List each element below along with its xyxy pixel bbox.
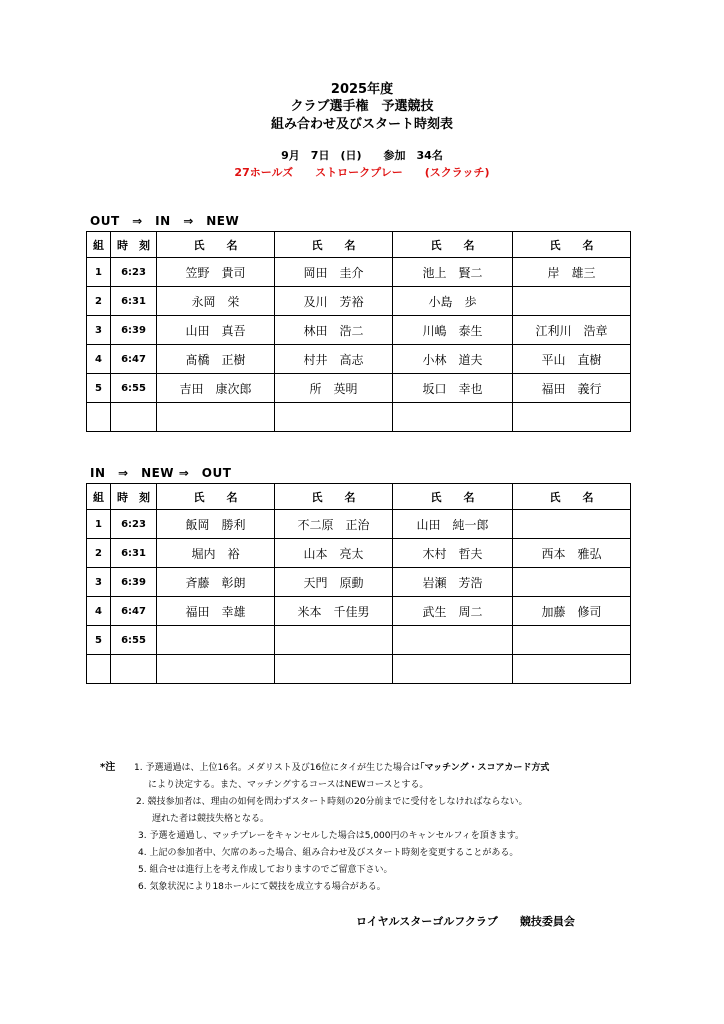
column-header: 氏 名 bbox=[393, 232, 513, 258]
player-name: 加藤 修司 bbox=[513, 597, 631, 626]
player-name: 髙橋 正樹 bbox=[157, 345, 275, 374]
start-time: 6:39 bbox=[111, 316, 157, 345]
player-name: 吉田 康次郎 bbox=[157, 374, 275, 403]
player-name: 平山 直樹 bbox=[513, 345, 631, 374]
player-name: 岸 雄三 bbox=[513, 258, 631, 287]
table-header-row bbox=[87, 232, 631, 258]
group-number: 5 bbox=[87, 374, 111, 403]
player-name bbox=[157, 655, 275, 684]
group-number: 1 bbox=[87, 258, 111, 287]
player-name: 斉藤 彰朗 bbox=[157, 568, 275, 597]
document-title: クラブ選手権 予選競技 bbox=[290, 99, 434, 114]
player-name bbox=[157, 403, 275, 432]
player-name: 川嶋 泰生 bbox=[393, 316, 513, 345]
start-time: 6:55 bbox=[111, 374, 157, 403]
player-name: 岡田 圭介 bbox=[275, 258, 393, 287]
course-order-2: IN ⇒ NEW ⇒ OUT bbox=[90, 466, 232, 480]
player-name bbox=[513, 655, 631, 684]
player-name bbox=[513, 510, 631, 539]
player-name: 江利川 浩章 bbox=[513, 316, 631, 345]
column-header: 氏 名 bbox=[157, 484, 275, 510]
group-number: 4 bbox=[87, 597, 111, 626]
group-number: 1 bbox=[87, 510, 111, 539]
column-header: 時 刻 bbox=[111, 484, 157, 510]
player-name: 福田 義行 bbox=[513, 374, 631, 403]
group-number bbox=[87, 403, 111, 432]
start-time: 6:39 bbox=[111, 568, 157, 597]
player-name: 小島 歩 bbox=[393, 287, 513, 316]
player-name: 永岡 栄 bbox=[157, 287, 275, 316]
document-year: 2025年度 bbox=[330, 82, 394, 97]
pairing-table-1 bbox=[86, 231, 631, 432]
group-number bbox=[87, 655, 111, 684]
player-name bbox=[393, 403, 513, 432]
player-name bbox=[275, 403, 393, 432]
column-header: 時 刻 bbox=[111, 232, 157, 258]
player-name: 西本 雅弘 bbox=[513, 539, 631, 568]
course-order-1: OUT ⇒ IN ⇒ NEW bbox=[90, 214, 240, 228]
player-name bbox=[513, 568, 631, 597]
player-name: 小林 道夫 bbox=[393, 345, 513, 374]
player-name: 福田 幸雄 bbox=[157, 597, 275, 626]
player-name: 林田 浩二 bbox=[275, 316, 393, 345]
start-time: 6:31 bbox=[111, 539, 157, 568]
table-row bbox=[87, 345, 631, 374]
note-3: 3. 予選を通過し、マッチプレーをキャンセルした場合は5,000円のキャンセルフィを頂きます。 bbox=[138, 831, 525, 841]
start-time bbox=[111, 655, 157, 684]
player-name: 村井 高志 bbox=[275, 345, 393, 374]
player-name bbox=[513, 403, 631, 432]
player-name: 山本 亮太 bbox=[275, 539, 393, 568]
column-header: 氏 名 bbox=[513, 484, 631, 510]
table-row bbox=[87, 316, 631, 345]
start-time: 6:31 bbox=[111, 287, 157, 316]
note-2-line-2: 遅れた者は競技失格となる。 bbox=[152, 814, 270, 824]
column-header: 氏 名 bbox=[275, 484, 393, 510]
organizer-signature: ロイヤルスターゴルフクラブ 競技委員会 bbox=[356, 915, 575, 928]
column-header: 氏 名 bbox=[275, 232, 393, 258]
column-header: 氏 名 bbox=[513, 232, 631, 258]
table-row bbox=[87, 510, 631, 539]
player-name: 山田 純一郎 bbox=[393, 510, 513, 539]
table-row bbox=[87, 287, 631, 316]
note-2-line-1: 2. 競技参加者は、理由の如何を問わずスタート時刻の20分前までに受付をしなければならない。 bbox=[136, 797, 528, 807]
player-name bbox=[393, 655, 513, 684]
note-1-line-1 bbox=[134, 760, 549, 777]
note-1-text: 1. 予選通過は、上位16名。メダリスト及び16位にタイが生じた場合は bbox=[134, 763, 420, 773]
column-header: 氏 名 bbox=[393, 484, 513, 510]
group-number: 2 bbox=[87, 287, 111, 316]
player-name bbox=[275, 626, 393, 655]
start-time: 6:23 bbox=[111, 258, 157, 287]
player-name: 坂口 幸也 bbox=[393, 374, 513, 403]
table-row bbox=[87, 374, 631, 403]
group-number: 4 bbox=[87, 345, 111, 374]
player-name: 所 英明 bbox=[275, 374, 393, 403]
document-subtitle: 組み合わせ及びスタート時刻表 bbox=[270, 117, 453, 132]
note-1-line-2: により決定する。また、マッチングするコースはNEWコースとする。 bbox=[148, 780, 429, 790]
player-name bbox=[513, 626, 631, 655]
table-row bbox=[87, 626, 631, 655]
competition-format-line: 27ホールズ ストロークプレー (スクラッチ) bbox=[234, 166, 490, 179]
player-name: 堀内 裕 bbox=[157, 539, 275, 568]
date-participants-line: 9月 7日 (日) 参加 34名 bbox=[281, 149, 443, 162]
note-1-emphasis: ｢マッチング・スコアカード方式 bbox=[420, 763, 550, 773]
player-name: 池上 賢二 bbox=[393, 258, 513, 287]
group-number: 2 bbox=[87, 539, 111, 568]
player-name: 不二原 正治 bbox=[275, 510, 393, 539]
note-6: 6. 気象状況により18ホールにて競技を成立する場合がある。 bbox=[138, 882, 386, 892]
player-name: 武生 周二 bbox=[393, 597, 513, 626]
note-4: 4. 上記の参加者中、欠席のあった場合、組み合わせ及びスタート時刻を変更することがある。 bbox=[138, 848, 519, 858]
start-time: 6:23 bbox=[111, 510, 157, 539]
table-row bbox=[87, 655, 631, 684]
player-name: 木村 哲夫 bbox=[393, 539, 513, 568]
player-name: 岩瀬 芳浩 bbox=[393, 568, 513, 597]
column-header: 組 bbox=[87, 232, 111, 258]
player-name: 山田 真吾 bbox=[157, 316, 275, 345]
column-header: 組 bbox=[87, 484, 111, 510]
table-row bbox=[87, 597, 631, 626]
player-name bbox=[157, 626, 275, 655]
player-name bbox=[393, 626, 513, 655]
table-row bbox=[87, 258, 631, 287]
start-time: 6:55 bbox=[111, 626, 157, 655]
player-name: 天門 原動 bbox=[275, 568, 393, 597]
player-name bbox=[513, 287, 631, 316]
table-row bbox=[87, 539, 631, 568]
group-number: 3 bbox=[87, 316, 111, 345]
player-name: 飯岡 勝利 bbox=[157, 510, 275, 539]
table-row bbox=[87, 403, 631, 432]
player-name bbox=[275, 655, 393, 684]
group-number: 5 bbox=[87, 626, 111, 655]
note-5: 5. 組合せは進行上を考え作成しておりますのでご留意下さい。 bbox=[138, 865, 393, 875]
start-time: 6:47 bbox=[111, 597, 157, 626]
table-row bbox=[87, 568, 631, 597]
player-name: 米本 千佳男 bbox=[275, 597, 393, 626]
player-name: 及川 芳裕 bbox=[275, 287, 393, 316]
start-time bbox=[111, 403, 157, 432]
notes-label: *注 bbox=[100, 762, 116, 773]
column-header: 氏 名 bbox=[157, 232, 275, 258]
pairing-table-2 bbox=[86, 483, 631, 684]
start-time: 6:47 bbox=[111, 345, 157, 374]
table-header-row bbox=[87, 484, 631, 510]
player-name: 笠野 貴司 bbox=[157, 258, 275, 287]
group-number: 3 bbox=[87, 568, 111, 597]
